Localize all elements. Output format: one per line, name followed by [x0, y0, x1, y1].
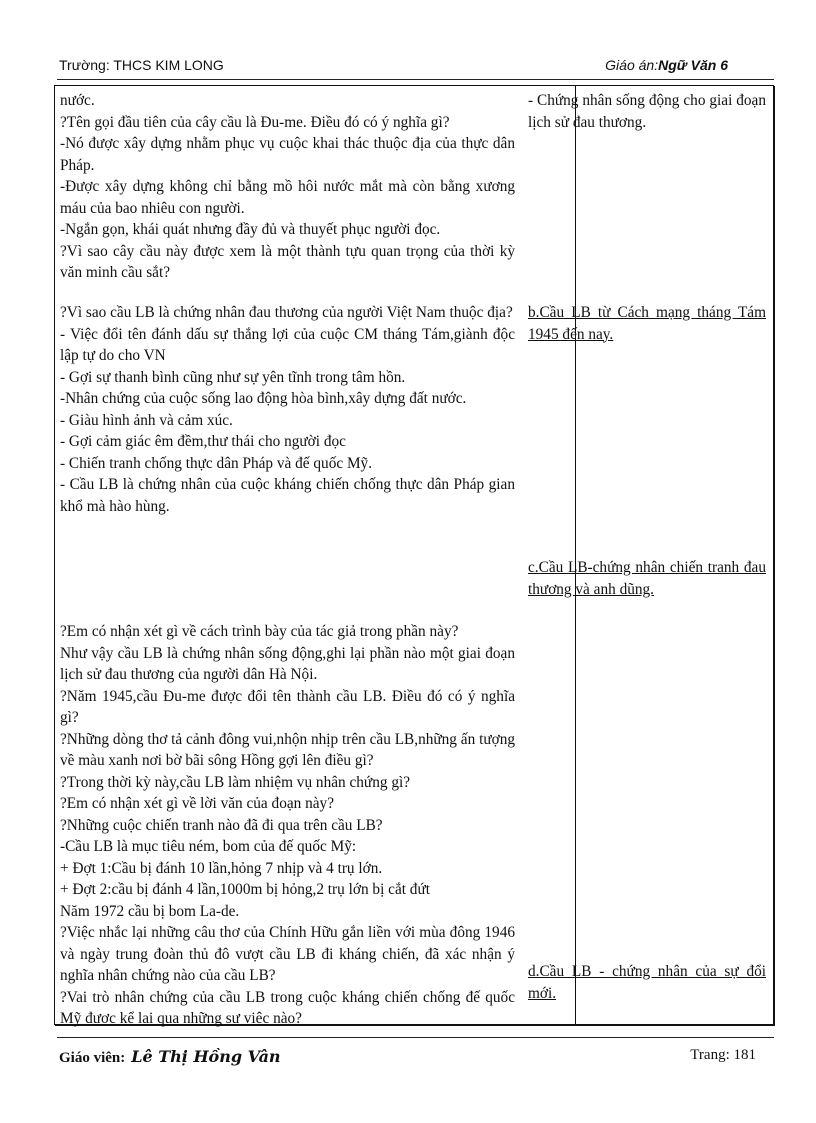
footer-rule [57, 1037, 774, 1038]
text-line: - Chiến tranh chống thực dân Pháp và đế quốc Mỹ. [60, 454, 373, 472]
text-line: - Gợi sự thanh bình cũng như sự yên tĩnh trong tâm hồn. [60, 368, 406, 386]
section-heading-d: d.Cầu LB - chứng nhân của sự đổi mới. [528, 963, 766, 1002]
text-line: ?Em có nhận xét gì về cách trình bày của tác giả trong phần này? [60, 623, 459, 640]
text-line: Năm 1972 cầu bị bom La-de. [60, 902, 240, 920]
text-line: -Được xây dựng không chỉ bằng mồ hôi nước mắt mà còn bằng xương máu của bao nhiêu con người. [60, 178, 515, 217]
text-line: -Cầu LB là mục tiêu ném, bom của đế quốc Mỹ: [60, 838, 357, 855]
text-line: ?Trong thời kỳ này,cầu LB làm nhiệm vụ nhân chứng gì? [60, 773, 411, 791]
teacher-info [59, 1047, 281, 1067]
text-line: + Đợt 2:cầu bị đánh 4 lần,1000m bị hỏng,2 trụ lớn bị cắt đứt [60, 881, 431, 898]
right-note [528, 90, 766, 133]
left-block-2 [60, 302, 515, 517]
lesson-table [54, 85, 774, 1025]
text-line: - Việc đổi tên đánh dấu sự thắng lợi của cuộc CM tháng Tám,giành độc lập tự do cho VN [60, 325, 515, 364]
heading-b-block [528, 302, 766, 345]
text-line: ?Năm 1945,cầu Đu-me được đổi tên thành cầu LB. Điều đó có ý nghĩa gì? [60, 687, 515, 726]
text-line: ?Vai trò nhân chứng của cầu LB trong cuộc kháng chiến chống đế quốc Mỹ được kể lại qua những sự việc nào? [60, 988, 515, 1027]
teacher-signature: Lê Thị Hồng Vân [131, 1047, 281, 1066]
text-line: ?Việc nhắc lại những câu thơ của Chính Hữu gắn liền với mùa đông 1946 và ngày trung đoàn thủ đô vượt cầu LB đi kháng chiến, đã xác nhận ý nghĩa nhân chứng nào của cầu LB? [60, 924, 515, 984]
text-line: -Nó được xây dựng nhằm phục vụ cuộc khai thác thuộc địa của thực dân Pháp. [60, 135, 515, 174]
heading-c-block [528, 557, 766, 600]
subject-name: Ngữ Văn 6 [658, 57, 728, 73]
text-line: - Giàu hình ảnh và cảm xúc. [60, 411, 233, 429]
text-line: ?Vì sao cầu LB là chứng nhân đau thương của người Việt Nam thuộc địa? [60, 304, 513, 321]
left-block-3 [60, 621, 515, 1030]
left-block-1 [60, 90, 515, 284]
text-line: ?Những dòng thơ tả cảnh đông vui,nhộn nhịp trên cầu LB,những ấn tượng về màu xanh nơi bờ bãi sông Hồng gợi lên điều gì? [60, 730, 515, 769]
subject-prefix: Giáo án: [605, 57, 659, 73]
header-rule [57, 79, 774, 80]
text-line: + Đợt 1:Cầu bị đánh 10 lần,hỏng 7 nhịp và 4 trụ lớn. [60, 859, 383, 877]
text-line: -Nhân chứng của cuộc sống lao động hòa bình,xây dựng đất nước. [60, 390, 467, 407]
teacher-label: Giáo viên: [59, 1050, 126, 1066]
text-line: ?Em có nhận xét gì về lời văn của đoạn này? [60, 795, 334, 812]
text-line: ?Vì sao cây cầu này được xem là một thành tựu quan trọng của thời kỳ văn minh cầu sắt? [60, 242, 515, 281]
text-line: - Cầu LB là chứng nhân của cuộc kháng chiến chống thực dân Pháp gian khổ mà hào hùng. [60, 476, 515, 515]
school-name: Trường: THCS KIM LONG [59, 57, 224, 73]
section-heading-c: c.Cầu LB-chứng nhân chiến tranh đau thương và anh dũng. [528, 559, 766, 598]
text-line: nước. [60, 92, 95, 109]
page-number: Trang: 181 [690, 1047, 756, 1063]
text-line: - Gợi cảm giác êm đềm,thư thái cho người đọc [60, 433, 346, 450]
text-line: Như vậy cầu LB là chứng nhân sống động,ghi lại phần nào một giai đoạn lịch sử đau thương của người dân Hà Nội. [60, 644, 515, 683]
right-note-text: - Chứng nhân sống động cho giai đoạn lịch sử đau thương. [528, 92, 766, 131]
text-line: ?Tên gọi đầu tiên của cây cầu là Đu-me. Điều đó có ý nghĩa gì? [60, 113, 450, 131]
page-header [57, 57, 768, 79]
subject-label [605, 57, 728, 73]
column-divider [575, 86, 576, 1024]
text-line: ?Những cuộc chiến tranh nào đã đi qua trên cầu LB? [60, 816, 383, 834]
heading-d-block [528, 961, 766, 1004]
text-line: -Ngắn gọn, khái quát nhưng đầy đủ và thuyết phục người đọc. [60, 221, 441, 238]
section-heading-b: b.Cầu LB từ Cách mạng tháng Tám 1945 đến nay. [528, 304, 766, 343]
